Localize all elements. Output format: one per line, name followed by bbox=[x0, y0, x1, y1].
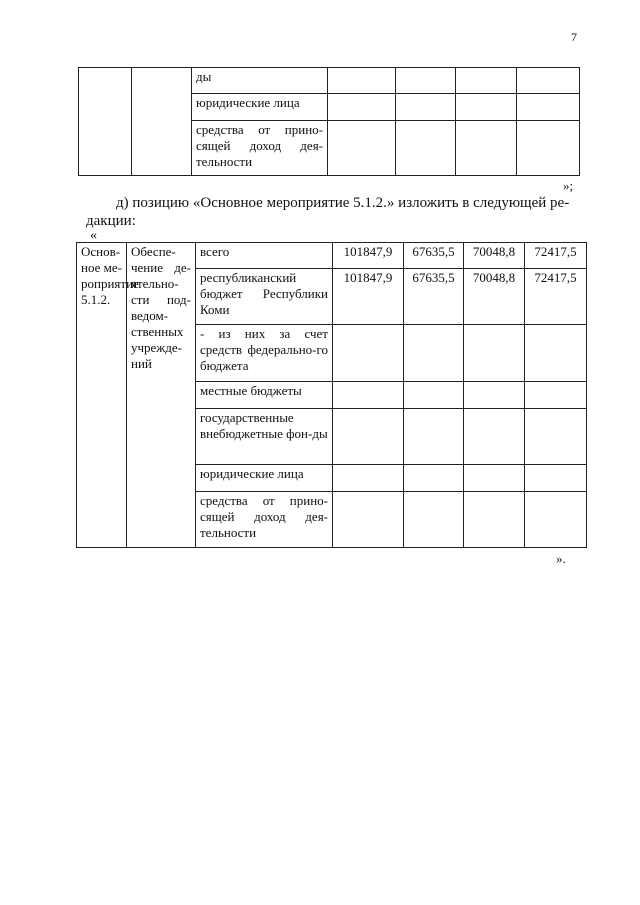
source-cell: местные бюджеты bbox=[196, 382, 333, 409]
measure-name-cell: Основ-ное ме-роприятие 5.1.2. bbox=[77, 243, 127, 548]
value-cell: 72417,5 bbox=[525, 243, 587, 269]
opening-quote: « bbox=[90, 228, 97, 243]
page-number: 7 bbox=[571, 30, 577, 44]
value-cell: 67635,5 bbox=[404, 243, 464, 269]
source-cell: юридические лица bbox=[192, 94, 328, 121]
value-cell: 101847,9 bbox=[333, 243, 404, 269]
description-cell bbox=[132, 68, 192, 176]
value-cell: 70048,8 bbox=[464, 269, 525, 325]
source-cell: - из них за счет средств федерально-го бюджета bbox=[196, 325, 333, 382]
continuation-table bbox=[78, 67, 580, 176]
source-cell: всего bbox=[196, 243, 333, 269]
value-cell: 72417,5 bbox=[525, 269, 587, 325]
table-row bbox=[77, 243, 587, 269]
value-cell: 70048,8 bbox=[464, 243, 525, 269]
measure-description-cell: Обеспе-чение де-ятельно-сти под-ведом-ственных учрежде-ний bbox=[127, 243, 196, 548]
value-cell: 101847,9 bbox=[333, 269, 404, 325]
source-cell: республиканский бюджет Республики Коми bbox=[196, 269, 333, 325]
table-row bbox=[79, 68, 580, 94]
instruction-paragraph bbox=[86, 194, 580, 230]
instruction-line: д) позицию «Основное мероприятие 5.1.2.» изложить в следующей ре- bbox=[116, 195, 570, 211]
source-cell: ды bbox=[192, 68, 328, 94]
measure-cell bbox=[79, 68, 132, 176]
source-cell: государственные внебюджетные фон-ды bbox=[196, 409, 333, 465]
source-cell: средства от прино-сящей доход дея-тельности bbox=[192, 121, 328, 176]
instruction-line: дакции: bbox=[86, 213, 136, 229]
value-cell: 67635,5 bbox=[404, 269, 464, 325]
measure-table bbox=[76, 242, 587, 548]
source-cell: юридические лица bbox=[196, 465, 333, 492]
closing-quote: ». bbox=[556, 551, 566, 566]
source-cell: средства от прино-сящей доход дея-тельности bbox=[196, 492, 333, 548]
closing-quote: »; bbox=[563, 178, 574, 193]
